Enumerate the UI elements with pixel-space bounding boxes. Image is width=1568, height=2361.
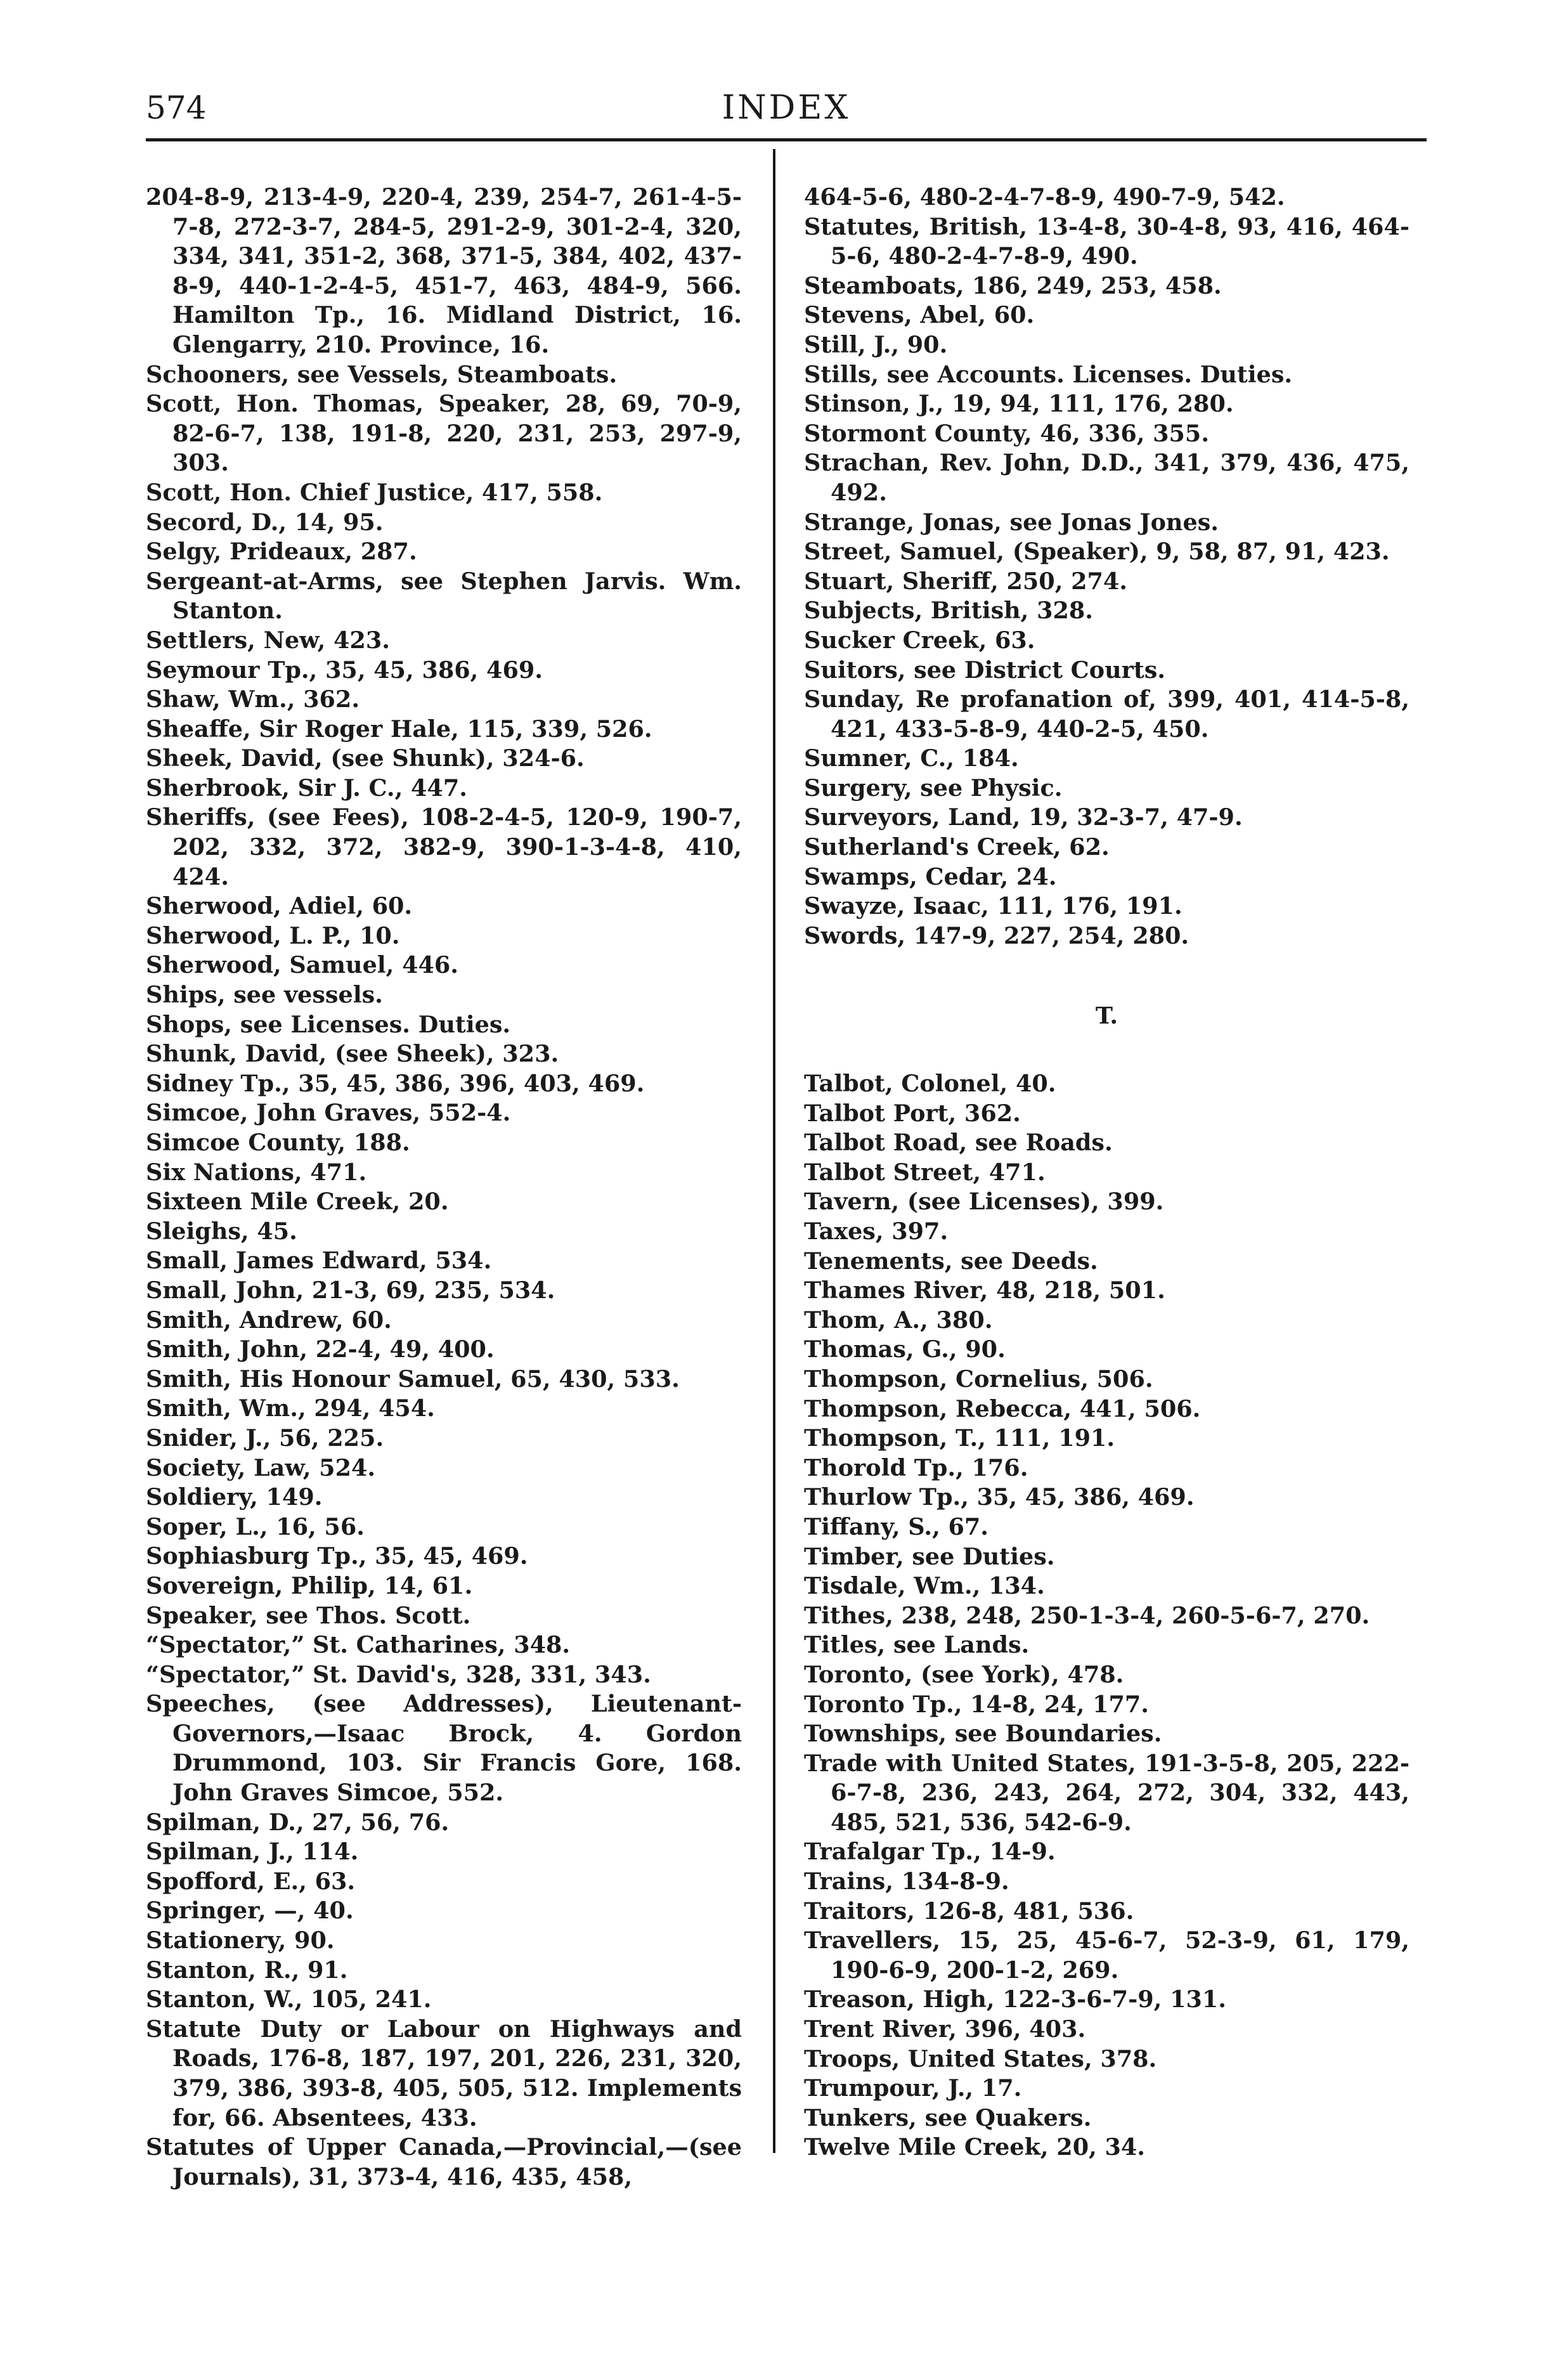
index-entry: Thompson, T., 111, 191. (804, 1424, 1115, 1452)
index-column-right (804, 183, 1409, 2163)
index-entry: Sherwood, L. P., 10. (146, 921, 400, 949)
index-entry: Stevens, Abel, 60. (804, 301, 1035, 329)
index-entry: Statutes, British, 13-4-8, 30-4-8, 93, 416, 464-5-6, 480-2-4-7-8-9, 490. (804, 212, 1409, 270)
index-entry: Soper, L., 16, 56. (146, 1512, 365, 1540)
index-entry: Tisdale, Wm., 134. (804, 1572, 1045, 1600)
index-entry: Travellers, 15, 25, 45-6-7, 52-3-9, 61, 179, 190-6-9, 200-1-2, 269. (804, 1927, 1409, 1984)
index-entry-list (804, 1069, 1409, 2163)
index-entry: Sovereign, Philip, 14, 61. (146, 1571, 473, 1599)
index-entry: Sutherland's Creek, 62. (804, 833, 1110, 861)
index-entry: Statute Duty or Labour on Highways and Roads, 176-8, 187, 197, 201, 226, 231, 320, 379, 386, 393-8, 405, 505, 512. Implements for, 66. Absentees, 433. (146, 2015, 742, 2131)
index-entry: Trains, 134-8-9. (804, 1868, 1009, 1896)
index-entry: Sherwood, Adiel, 60. (146, 892, 413, 920)
index-entry: Tiffany, S., 67. (804, 1512, 988, 1540)
index-entry: Stanton, R., 91. (146, 1956, 348, 1984)
index-entry: Still, J., 90. (804, 330, 948, 358)
index-entry: Sheek, David, (see Shunk), 324-6. (146, 745, 585, 772)
index-entry: Surveyors, Land, 19, 32-3-7, 47-9. (804, 803, 1243, 831)
index-entry: Small, John, 21-3, 69, 235, 534. (146, 1276, 555, 1304)
index-entry: Spofford, E., 63. (146, 1867, 356, 1895)
index-entry: Talbot Street, 471. (804, 1158, 1046, 1186)
index-entry: Six Nations, 471. (146, 1158, 367, 1186)
index-entry: Trafalgar Tp., 14-9. (804, 1838, 1056, 1866)
index-entry: Twelve Mile Creek, 20, 34. (804, 2133, 1146, 2161)
index-entry: Speeches, (see Addresses), Lieutenant-Governors,—Isaac Brock, 4. Gordon Drummond, 103. Sir Francis Gore, 168. John Graves Simcoe, 552. (146, 1690, 742, 1807)
index-entry: Traitors, 126-8, 481, 536. (804, 1897, 1134, 1925)
index-entry: Small, James Edward, 534. (146, 1247, 492, 1275)
continued-entry: 464-5-6, 480-2-4-7-8-9, 490-7-9, 542. (804, 183, 1285, 211)
running-title: INDEX (722, 89, 851, 127)
index-entry: Stuart, Sheriff, 250, 274. (804, 567, 1128, 595)
index-entry: Tavern, (see Licenses), 399. (804, 1188, 1164, 1216)
index-entry: Stills, see Accounts. Licenses. Duties. (804, 360, 1293, 388)
index-entry-list (146, 360, 742, 2192)
index-entry: Speaker, see Thos. Scott. (146, 1601, 471, 1629)
index-entry: Ships, see vessels. (146, 981, 383, 1009)
index-entry: Troops, United States, 378. (804, 2045, 1157, 2072)
index-entry: Statutes of Upper Canada,—Provincial,—(see Journals), 31, 373-4, 416, 435, 458, (146, 2133, 742, 2190)
index-entry: Sophiasburg Tp., 35, 45, 469. (146, 1542, 528, 1570)
index-entry: Swamps, Cedar, 24. (804, 862, 1057, 890)
page-header (146, 89, 1427, 146)
index-entry: Thompson, Rebecca, 441, 506. (804, 1395, 1201, 1422)
index-entry: Swords, 147-9, 227, 254, 280. (804, 921, 1189, 949)
index-entry: Surgery, see Physic. (804, 774, 1063, 802)
index-entry: Sidney Tp., 35, 45, 386, 396, 403, 469. (146, 1069, 645, 1097)
index-entry: Timber, see Duties. (804, 1542, 1055, 1570)
index-entry: Stormont County, 46, 336, 355. (804, 419, 1210, 447)
index-entry: Talbot, Colonel, 40. (804, 1070, 1056, 1098)
index-entry: Thompson, Cornelius, 506. (804, 1365, 1153, 1393)
index-entry: Sheaffe, Sir Roger Hale, 115, 339, 526. (146, 715, 652, 743)
index-entry: Suitors, see District Courts. (804, 656, 1165, 684)
index-entry: Scott, Hon. Thomas, Speaker, 28, 69, 70-9, 82-6-7, 138, 191-8, 220, 231, 253, 297-9, 303. (146, 390, 742, 477)
section-letter-heading: T. (1095, 1002, 1118, 1030)
index-entry: Spilman, D., 27, 56, 76. (146, 1808, 450, 1836)
index-entry: Sumner, C., 184. (804, 745, 1019, 772)
index-entry: Sheriffs, (see Fees), 108-2-4-5, 120-9, 190-7, 202, 332, 372, 382-9, 390-1-3-4-8, 410, 424. (146, 803, 742, 890)
index-entry: Toronto, (see York), 478. (804, 1660, 1124, 1688)
index-entry: Sunday, Re profanation of, 399, 401, 414-5-8, 421, 433-5-8-9, 440-2-5, 450. (804, 686, 1409, 743)
header-rule (146, 138, 1427, 141)
index-entry: Treason, High, 122-3-6-7-9, 131. (804, 1986, 1226, 2013)
index-entry: Scott, Hon. Chief Justice, 417, 558. (146, 478, 603, 506)
index-entry: Sergeant-at-Arms, see Stephen Jarvis. Wm. Stanton. (146, 567, 742, 625)
index-column-left (146, 183, 742, 2192)
index-entry: Sixteen Mile Creek, 20. (146, 1188, 449, 1216)
index-entry: Sucker Creek, 63. (804, 626, 1035, 654)
index-entry: Smith, John, 22-4, 49, 400. (146, 1336, 495, 1363)
index-entry: Soldiery, 149. (146, 1483, 323, 1511)
index-entry: Taxes, 397. (804, 1218, 949, 1245)
index-entry: Stinson, J., 19, 94, 111, 176, 280. (804, 390, 1234, 418)
index-entry: Snider, J., 56, 225. (146, 1424, 384, 1452)
page-number: 574 (146, 89, 207, 126)
index-entry: Shunk, David, (see Sheek), 323. (146, 1040, 559, 1068)
continued-entry: 204-8-9, 213-4-9, 220-4, 239, 254-7, 261-4-5-7-8, 272-3-7, 284-5, 291-2-9, 301-2-4, 320, 334, 341, 351-2, 368, 371-5, 384, 402, 437-8-9, 440-1-2-4-5, 451-7, 463, 484-9, 566. Hamilton Tp., 16. Midland District, 16. Glengarry, 210. Province, 16. (146, 183, 742, 358)
index-entry: Simcoe County, 188. (146, 1129, 410, 1156)
index-entry: Street, Samuel, (Speaker), 9, 58, 87, 91, 423. (804, 538, 1390, 566)
index-entry: Society, Law, 524. (146, 1454, 376, 1481)
index-entry: Simcoe, John Graves, 552-4. (146, 1099, 511, 1127)
index-entry: Trumpour, J., 17. (804, 2074, 1022, 2102)
index-entry: Secord, D., 14, 95. (146, 508, 384, 536)
index-entry: Titles, see Lands. (804, 1631, 1030, 1659)
index-entry: Swayze, Isaac, 111, 176, 191. (804, 892, 1182, 920)
index-entry: Thames River, 48, 218, 501. (804, 1277, 1165, 1304)
index-entry: Thom, A., 380. (804, 1306, 993, 1334)
index-entry: Sherwood, Samuel, 446. (146, 951, 458, 979)
index-entry: Stanton, W., 105, 241. (146, 1986, 432, 2013)
index-entry: Seymour Tp., 35, 45, 386, 469. (146, 656, 543, 684)
index-entry: Tenements, see Deeds. (804, 1247, 1098, 1275)
index-entry: Shaw, Wm., 362. (146, 686, 360, 713)
index-entry: Thorold Tp., 176. (804, 1454, 1028, 1481)
index-entry: Thurlow Tp., 35, 45, 386, 469. (804, 1483, 1195, 1511)
index-entry: Sherbrook, Sir J. C., 447. (146, 774, 467, 802)
index-entry: Strachan, Rev. John, D.D., 341, 379, 436, 475, 492. (804, 449, 1409, 506)
index-entry: Townships, see Boundaries. (804, 1720, 1162, 1748)
index-entry: Trade with United States, 191-3-5-8, 205, 222-6-7-8, 236, 243, 264, 272, 304, 332, 443, 485, 521, 536, 542-6-9. (804, 1749, 1409, 1836)
index-entry: Tunkers, see Quakers. (804, 2104, 1092, 2131)
index-entry: Talbot Port, 362. (804, 1099, 1021, 1127)
index-entry: Sleighs, 45. (146, 1217, 297, 1245)
column-divider (773, 149, 775, 2153)
index-entry: Shops, see Licenses. Duties. (146, 1010, 511, 1038)
index-entry: Schooners, see Vessels, Steamboats. (146, 360, 618, 388)
index-entry: “Spectator,” St. David's, 328, 331, 343. (146, 1660, 651, 1688)
index-entry: Toronto Tp., 14-8, 24, 177. (804, 1690, 1150, 1718)
index-entry: Strange, Jonas, see Jonas Jones. (804, 508, 1219, 536)
index-entry: Settlers, New, 423. (146, 626, 390, 654)
index-entry: Springer, —, 40. (146, 1897, 354, 1925)
index-entry: Thomas, G., 90. (804, 1336, 1006, 1363)
index-entry: Smith, Andrew, 60. (146, 1306, 392, 1334)
index-entry: Talbot Road, see Roads. (804, 1129, 1113, 1157)
index-entry: Tithes, 238, 248, 250-1-3-4, 260-5-6-7, 270. (804, 1601, 1370, 1629)
index-entry: Selgy, Prideaux, 287. (146, 538, 417, 566)
index-entry: Subjects, British, 328. (804, 597, 1093, 625)
index-entry: Smith, Wm., 294, 454. (146, 1395, 435, 1422)
index-entry: Stationery, 90. (146, 1927, 335, 1954)
index-entry: Smith, His Honour Samuel, 65, 430, 533. (146, 1365, 680, 1393)
index-entry: Trent River, 396, 403. (804, 2015, 1086, 2043)
index-entry: Steamboats, 186, 249, 253, 458. (804, 271, 1222, 299)
index-entry-list (804, 212, 1409, 951)
index-entry: Spilman, J., 114. (146, 1838, 359, 1866)
index-entry: “Spectator,” St. Catharines, 348. (146, 1631, 571, 1659)
